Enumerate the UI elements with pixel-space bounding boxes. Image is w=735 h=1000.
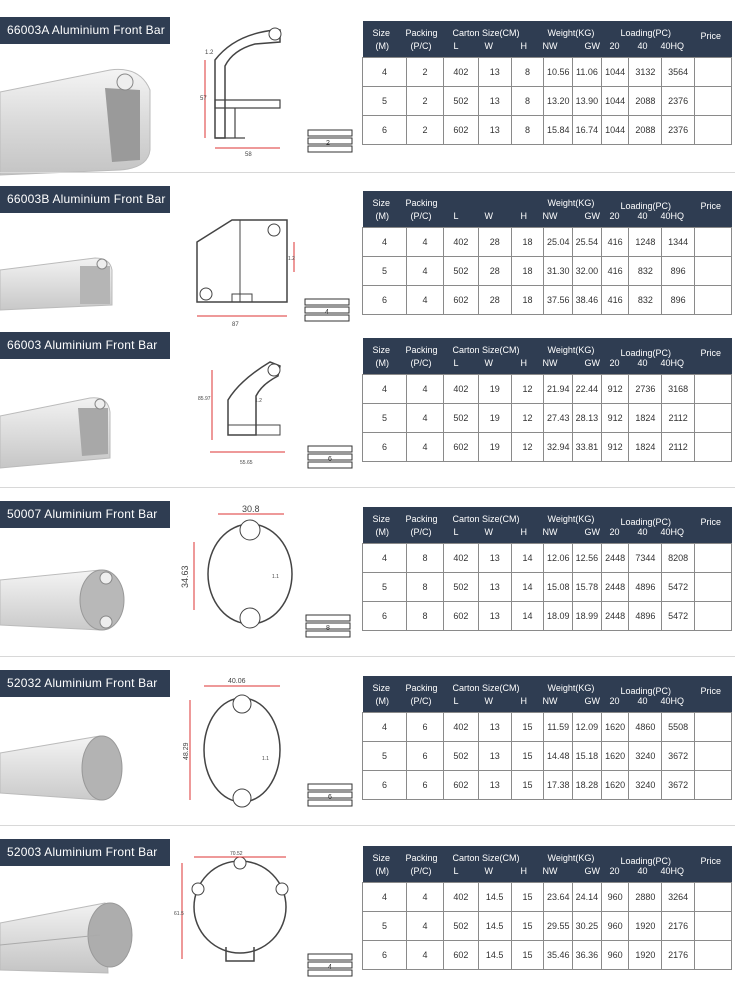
spec-table xyxy=(362,846,732,970)
svg-text:1.1: 1.1 xyxy=(262,756,269,762)
carton-icon xyxy=(306,780,358,810)
svg-text:1.1: 1.1 xyxy=(272,574,279,580)
svg-text:57: 57 xyxy=(200,96,207,102)
svg-text:4: 4 xyxy=(328,964,332,971)
spec-table xyxy=(362,191,732,315)
svg-text:1.2: 1.2 xyxy=(205,50,214,56)
svg-text:30.8: 30.8 xyxy=(242,504,260,514)
spec-table xyxy=(362,676,732,800)
table-header: Size (M) Packing (P/C) Carton Size(CM) L W H Weight(KG) NW GW Loading(PC) 20 40 40HQ Price xyxy=(363,507,732,544)
product-title: 52003 Aluminium Front Bar xyxy=(0,839,170,866)
profile-photo xyxy=(0,250,130,320)
product-title: 66003A Aluminium Front Bar xyxy=(0,17,170,44)
table-row: 5 6 502 13 15 14.48 15.18 1620 3240 3672 xyxy=(363,742,732,771)
table-row: 5 4 502 28 18 31.30 32.00 416 832 896 xyxy=(363,257,732,286)
table-row: 4 4 402 28 18 25.04 25.54 416 1248 1344 xyxy=(363,228,732,257)
svg-text:6: 6 xyxy=(328,456,332,463)
product-title: 50007 Aluminium Front Bar xyxy=(0,501,170,528)
spec-table xyxy=(362,21,732,145)
carton-icon xyxy=(306,442,358,472)
table-header: Size (M) Packing (P/C) L W H Weight(KG) NW GW Loading(PC) 20 40 40HQ Price xyxy=(363,191,732,228)
table-header: Size (M) Packing (P/C) Carton Size(CM) L W H Weight(KG) NW GW Loading(PC) 20 40 40HQ Price xyxy=(363,676,732,713)
carton-icon xyxy=(306,126,358,156)
table-row: 5 2 502 13 8 13.20 13.90 1044 2088 2376 xyxy=(363,87,732,116)
table-row: 4 6 402 13 15 11.59 12.09 1620 4860 5508 xyxy=(363,713,732,742)
svg-text:85.97: 85.97 xyxy=(198,396,211,402)
table-row: 6 4 602 19 12 32.94 33.81 912 1824 2112 xyxy=(363,433,732,462)
svg-text:6: 6 xyxy=(328,794,332,801)
svg-text:61.5: 61.5 xyxy=(174,911,184,917)
table-header: Size (M) Packing (P/C) Carton Size(CM) L W H Weight(KG) NW GW Loading(PC) 20 40 40HQ Price xyxy=(363,846,732,883)
table-row: 4 4 402 14.5 15 23.64 24.14 960 2880 3264 xyxy=(363,883,732,912)
table-row: 4 2 402 13 8 10.56 11.06 1044 3132 3564 xyxy=(363,58,732,87)
svg-text:87: 87 xyxy=(232,322,239,328)
svg-text:1.2: 1.2 xyxy=(255,398,262,404)
profile-drawing xyxy=(176,672,306,812)
spec-table xyxy=(362,338,732,462)
product-title: 66003 Aluminium Front Bar xyxy=(0,332,170,359)
profile-photo xyxy=(0,895,140,985)
svg-text:58: 58 xyxy=(245,152,252,158)
section-divider xyxy=(0,487,735,488)
svg-text:55.65: 55.65 xyxy=(240,460,253,466)
section-divider xyxy=(0,825,735,826)
profile-drawing xyxy=(174,849,304,969)
svg-text:34.63: 34.63 xyxy=(180,565,190,588)
table-header: Size (M) Packing (P/C) Carton Size(CM) L W H Weight(KG) NW GW Loading(PC) 20 40 40HQ Price xyxy=(363,338,732,375)
profile-drawing xyxy=(200,340,305,480)
profile-drawing xyxy=(176,502,306,632)
table-row: 6 2 602 13 8 15.84 16.74 1044 2088 2376 xyxy=(363,116,732,145)
table-row: 5 4 502 19 12 27.43 28.13 912 1824 2112 xyxy=(363,404,732,433)
carton-icon xyxy=(304,611,356,641)
product-title: 66003B Aluminium Front Bar xyxy=(0,186,170,213)
table-row: 4 4 402 19 12 21.94 22.44 912 2736 3168 xyxy=(363,375,732,404)
svg-text:1.2: 1.2 xyxy=(288,256,295,262)
profile-photo xyxy=(0,60,175,175)
product-title: 52032 Aluminium Front Bar xyxy=(0,670,170,697)
profile-drawing xyxy=(192,212,307,332)
svg-text:8: 8 xyxy=(326,625,330,632)
svg-text:2: 2 xyxy=(326,140,330,147)
profile-drawing xyxy=(195,20,305,160)
profile-photo xyxy=(0,388,130,478)
svg-text:4: 4 xyxy=(325,309,329,316)
table-row: 6 4 602 14.5 15 35.46 36.36 960 1920 2176 xyxy=(363,941,732,970)
table-row: 6 4 602 28 18 37.56 38.46 416 832 896 xyxy=(363,286,732,315)
table-row: 5 8 502 13 14 15.08 15.78 2448 4896 5472 xyxy=(363,573,732,602)
carton-icon xyxy=(306,950,358,980)
section-divider xyxy=(0,656,735,657)
table-row: 4 8 402 13 14 12.06 12.56 2448 7344 8208 xyxy=(363,544,732,573)
carton-icon xyxy=(303,295,355,325)
svg-text:40.06: 40.06 xyxy=(228,678,246,685)
svg-text:70.52: 70.52 xyxy=(230,851,243,857)
profile-photo xyxy=(0,728,130,813)
table-row: 6 6 602 13 15 17.38 18.28 1620 3240 3672 xyxy=(363,771,732,800)
svg-text:48.29: 48.29 xyxy=(183,742,190,760)
table-header: Size (M) Packing (P/C) Carton Size(CM) L W H Weight(KG) NW GW Loading(PC) 20 40 40HQ Price xyxy=(363,21,732,58)
spec-table xyxy=(362,507,732,631)
table-row: 6 8 602 13 14 18.09 18.99 2448 4896 5472 xyxy=(363,602,732,631)
table-row: 5 4 502 14.5 15 29.55 30.25 960 1920 2176 xyxy=(363,912,732,941)
section-divider xyxy=(0,172,735,173)
profile-photo xyxy=(0,560,130,645)
